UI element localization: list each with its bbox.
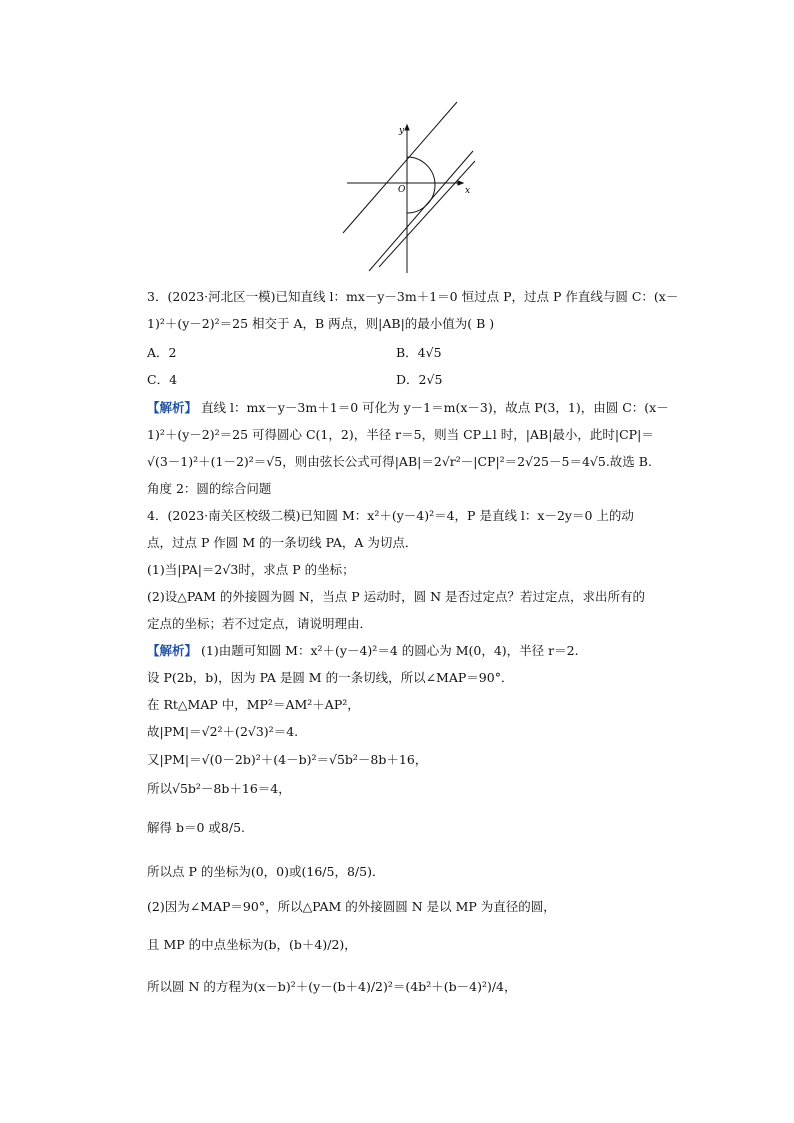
q4-solution-s9: (2)因为∠MAP＝90°，所以△PAM 的外接圆圆 N 是以 MP 为直径的圆， [147, 899, 556, 914]
y-arrow [405, 125, 409, 130]
q3-solution-text1: 直线 l：mx－y－3m＋1＝0 可化为 y－1＝m(x－3)，故点 P(3，1)，由圆 C：(x－ [201, 400, 669, 415]
q4-line1: 4．(2023·南关区校级二模)已知圆 M：x²＋(y－4)²＝4，P 是直线 l：x－2y＝0 上的动 [147, 508, 634, 523]
q3-solution-tag: 【解析】 [147, 400, 198, 415]
q3-option-d: D．2√5 [396, 372, 443, 387]
q4-solution-s7: 解得 b＝0 或8/5. [147, 820, 245, 835]
q4-solution-line1 [147, 641, 579, 661]
x-arrow [458, 181, 463, 185]
q3-solution-line2: 1)²＋(y－2)²＝25 可得圆心 C(1，2)，半径 r＝5，则当 CP⊥l 时，|AB|最小，此时|CP|＝ [147, 427, 654, 442]
q4-solution-s8: 所以点 P 的坐标为(0，0)或(16/5，8/5)． [147, 864, 385, 879]
q3-option-b: B．4√5 [396, 345, 442, 360]
q3-option-c: C．4 [147, 372, 178, 387]
upper-line [343, 102, 457, 233]
q3-line1: 3．(2023·河北区一模)已知直线 l：mx－y－3m＋1＝0 恒过点 P，过点 P 作直线与圆 C：(x－ [147, 289, 679, 304]
q4-solution-tag: 【解析】 [147, 643, 198, 658]
q4-part1: (1)当|PA|＝2√3时，求点 P 的坐标； [147, 562, 355, 577]
coordinate-figure [335, 95, 475, 275]
q4-solution-s2: 设 P(2b，b)，因为 PA 是圆 M 的一条切线，所以∠MAP＝90°． [147, 670, 514, 685]
q4-line2: 点，过点 P 作圆 M 的一条切线 PA，A 为切点． [147, 535, 418, 550]
q4-part2b: 定点的坐标；若不过定点，请说明理由． [147, 616, 373, 631]
x-label: x [465, 186, 471, 196]
q4-part2a: (2)设△PAM 的外接圆为圆 N，当点 P 运动时，圆 N 是否过定点？若过定点，求出所有的 [147, 589, 646, 604]
q3-line2: 1)²＋(y－2)²＝25 相交于 A，B 两点，则|AB|的最小值为( B ) [147, 316, 495, 331]
q4-solution-s5: 又|PM|＝√(0－2b)²＋(4－b)²＝√5b²－8b＋16， [147, 752, 428, 767]
q4-solution-s11: 所以圆 N 的方程为(x－b)²＋(y－(b＋4)/2)²＝(4b²＋(b－4)²)/4， [147, 979, 517, 994]
q3-option-a: A．2 [147, 345, 177, 360]
semicircle-arc [407, 157, 435, 213]
angle2-heading: 角度 2：圆的综合问题 [147, 481, 272, 496]
q4-solution-s4: 故|PM|＝√2²＋(2√3)²＝4. [147, 724, 299, 739]
q4-solution-s6: 所以√5b²－8b＋16＝4， [147, 781, 291, 796]
q4-solution-text1: (1)由题可知圆 M：x²＋(y－4)²＝4 的圆心为 M(0，4)，半径 r＝2. [201, 643, 579, 658]
y-label: y [399, 126, 405, 136]
q3-solution-line1 [147, 398, 669, 418]
origin-label: O [398, 185, 406, 195]
q4-solution-s3: 在 Rt△MAP 中，MP²＝AM²＋AP²， [147, 697, 360, 712]
middle-line [369, 151, 473, 271]
q3-solution-line3: √(3－1)²＋(1－2)²＝√5，则由弦长公式可得|AB|＝2√r²－|CP|²＝2√25－5＝4√5.故选 B. [147, 454, 652, 469]
lower-line [379, 161, 475, 267]
q4-solution-s10: 且 MP 的中点坐标为(b，(b＋4)/2)， [147, 937, 357, 952]
